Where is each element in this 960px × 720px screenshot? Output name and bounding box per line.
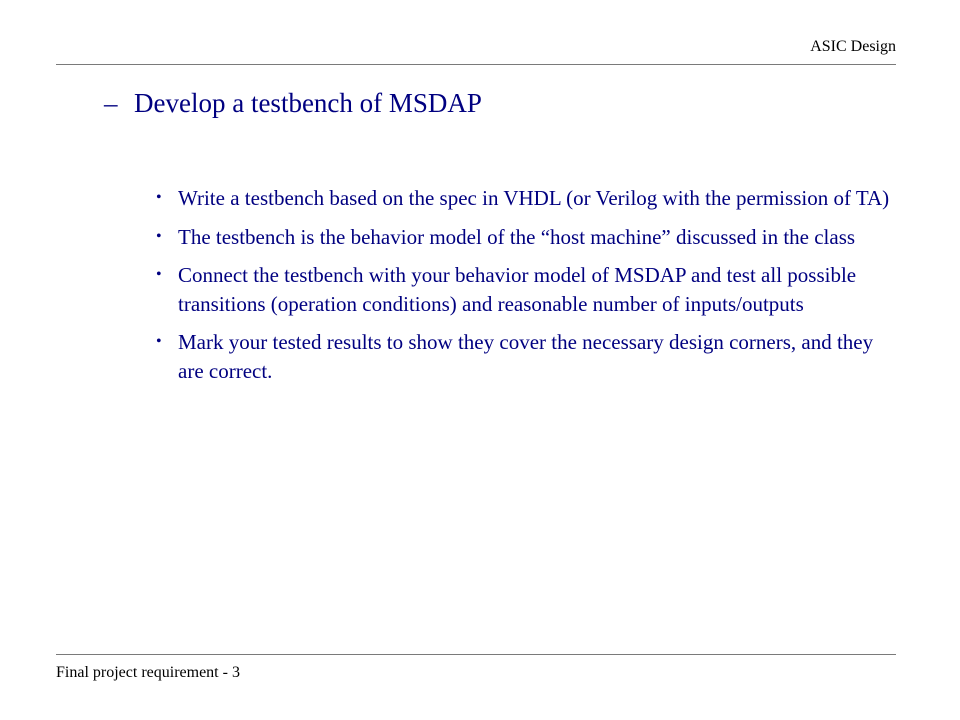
bullet-dot: • — [156, 333, 162, 350]
bullet-item — [156, 184, 896, 213]
header-divider — [56, 64, 896, 65]
heading-text: Develop a testbench of MSDAP — [134, 88, 482, 118]
bullet-text: Connect the testbench with your behavior model of MSDAP and test all possible transitions (operation conditions) and reasonable number of inputs/outputs — [178, 263, 857, 316]
bullet-dot: • — [156, 227, 162, 245]
footer-divider — [56, 654, 896, 655]
bullet-text: Mark your tested results to show they cover the necessary design corners, and they are correct. — [178, 330, 874, 383]
header-course-title: ASIC Design — [810, 38, 896, 55]
bullet-item — [156, 223, 896, 252]
footer-slide-label: Final project requirement - 3 — [56, 664, 240, 681]
bullet-text: The testbench is the behavior model of the “host machine” discussed in the class — [178, 224, 856, 249]
slide-heading — [104, 88, 482, 119]
heading-dash-marker: – — [104, 88, 118, 118]
bullet-dot: • — [156, 189, 162, 206]
bullet-text: Write a testbench based on the spec in VHDL (or Verilog with the permission of TA) — [178, 186, 890, 210]
bullet-item — [156, 261, 896, 318]
bullet-list — [156, 184, 896, 395]
bullet-dot: • — [156, 266, 162, 283]
bullet-item — [156, 328, 896, 385]
